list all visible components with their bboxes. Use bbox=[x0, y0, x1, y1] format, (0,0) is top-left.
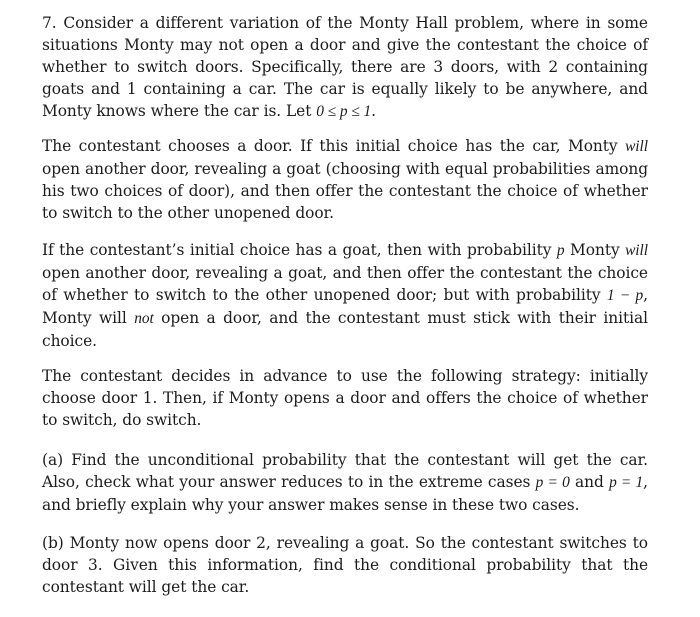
part-a-text-a: (a) Find the unconditional probability that the contestant will get the car. Also, check what your answer reduces to in the extreme cases bbox=[42, 451, 648, 491]
emphasis-not: not bbox=[134, 310, 154, 327]
car-case-text-a: The contestant chooses a door. If this initial choice has the car, Monty bbox=[42, 137, 626, 155]
part-b-paragraph bbox=[42, 532, 648, 598]
emphasis-will: will bbox=[625, 242, 648, 259]
part-b-text: (b) Monty now opens door 2, revealing a goat. So the contestant switches to door 3. Given this information, find the conditional probability that the contestant will get the car. bbox=[42, 534, 648, 596]
problem-intro-paragraph bbox=[42, 12, 648, 123]
goat-case-text-e: open a door, and the contestant must stick with their initial choice. bbox=[42, 309, 648, 350]
p-equals-one-math: p = 1 bbox=[609, 474, 644, 491]
emphasis-will: will bbox=[625, 138, 648, 155]
intro-tail: . bbox=[371, 102, 376, 120]
p-equals-zero-math: p = 0 bbox=[535, 474, 570, 491]
car-case-text-b: open another door, revealing a goat (choosing with equal probabilities among his two choices of door), and then offer the contestant the choice of whether to switch to the other unopened door. bbox=[42, 160, 648, 222]
goat-case-text-d: , Monty will bbox=[42, 286, 648, 327]
goat-case-text-c: open another door, revealing a goat, and then offer the contestant the choice of whether to switch to the other unopened door; but with probability bbox=[42, 264, 648, 304]
strategy-paragraph bbox=[42, 365, 648, 431]
p-math: p bbox=[556, 242, 565, 259]
car-case-paragraph bbox=[42, 135, 648, 224]
strategy-text: The contestant decides in advance to use the following strategy: initially choose door 1. Then, if Monty opens a door and offers the choice of whether to switch, do switch. bbox=[42, 367, 648, 429]
intro-text: 7. Consider a different variation of the Monty Hall problem, where in some situations Monty may not open a door and give the contestant the choice of whether to switch doors. Specifically, there are 3 doors, with 2 containing goats and 1 containing a car. The car is equally likely to be anywhere, and Monty knows where the car is. Let bbox=[42, 14, 648, 120]
p-range-math: 0 ≤ p ≤ 1 bbox=[316, 103, 372, 120]
goat-case-text-b: Monty bbox=[564, 241, 626, 259]
goat-case-paragraph bbox=[42, 239, 648, 352]
part-a-paragraph bbox=[42, 449, 648, 516]
one-minus-p-math: 1 − p bbox=[606, 287, 644, 304]
goat-case-text-a: If the contestant’s initial choice has a goat, then with probability bbox=[42, 241, 557, 259]
part-a-text-c: , and briefly explain why your answer makes sense in these two cases. bbox=[42, 473, 648, 514]
part-a-text-b: and bbox=[569, 473, 610, 491]
